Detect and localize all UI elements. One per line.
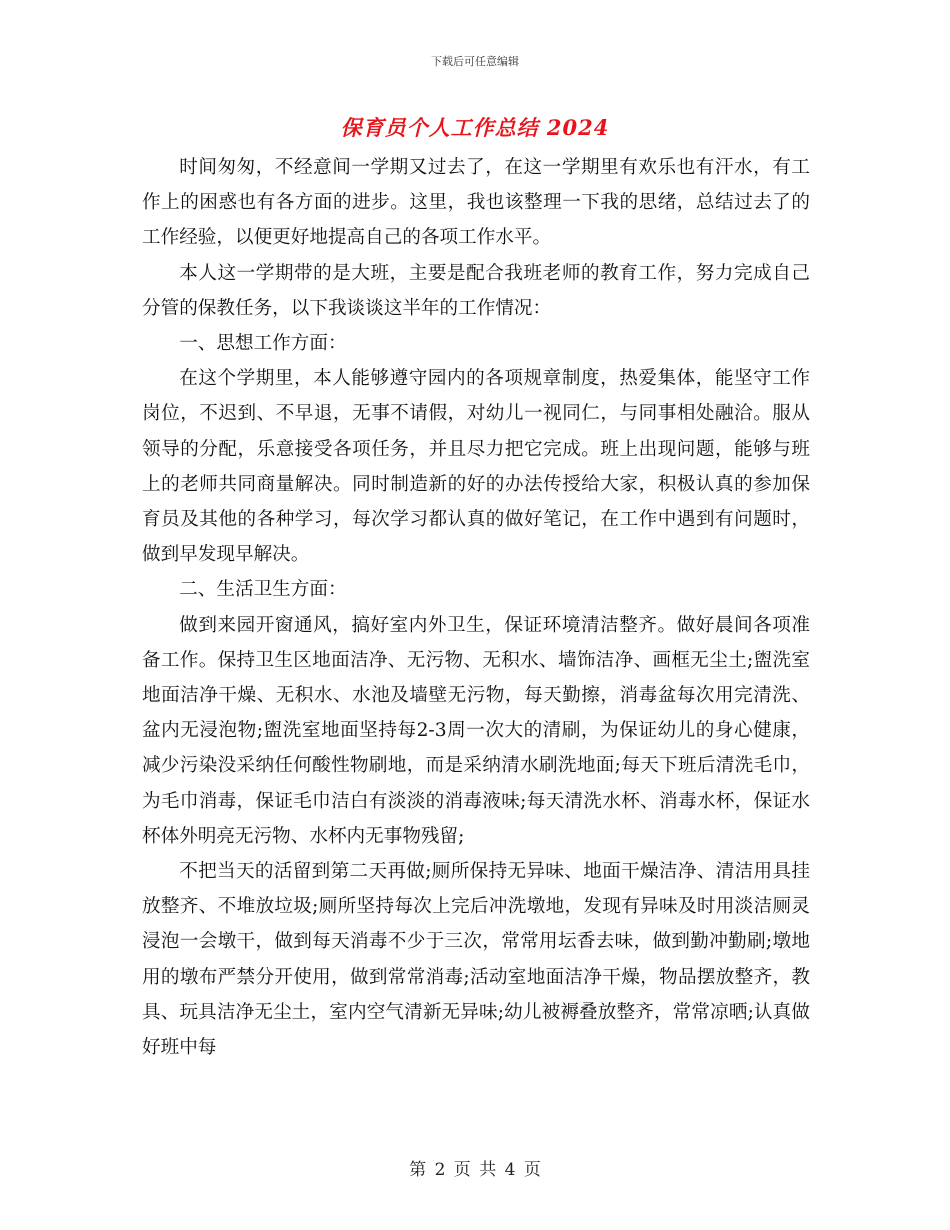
- section-heading-ideology: 一、思想工作方面：: [179, 333, 347, 355]
- paragraph-class-overview: 本人这一学期带的是大班，主要是配合我班老师的教育工作，努力完成自己分管的保教任务，以下我谈谈这半年的工作情况：: [142, 262, 810, 319]
- page-header-note: 下载后可任意编辑: [431, 55, 519, 68]
- section-heading-hygiene: 二、生活卫生方面：: [179, 579, 347, 601]
- paragraph-intro: 时间匆匆，不经意间一学期又过去了，在这一学期里有欢乐也有汗水，有工作上的困惑也有各方面的进步。这里，我也该整理一下我的思绪，总结过去了的工作经验，以便更好地提高自己的各项工作水平。: [142, 157, 810, 249]
- paragraph-hygiene-daily: 做到来园开窗通风，搞好室内外卫生，保证环境清洁整齐。做好晨间各项准备工作。保持卫生区地面洁净、无污物、无积水、墙饰洁净、画框无尘土;盥洗室地面洁净干燥、无积水、水池及墙壁无污物，每天勤擦，消毒盆每次用完清洗、盆内无浸泡物;盥洗室地面坚持每2-3周一次大的清刷，为保证幼儿的身心健康，减少污染没采纳任何酸性物刷地，而是采纳清水刷洗地面;每天下班后清洗毛巾，为毛巾消毒，保证毛巾洁白有淡淡的消毒液味;每天清洗水杯、消毒水杯，保证水杯体外明亮无污物、水杯内无事物残留;: [142, 614, 810, 847]
- document-title: 保育员个人工作总结 2024: [340, 115, 610, 140]
- paragraph-hygiene-continued: 不把当天的活留到第二天再做;厕所保持无异味、地面干燥洁净、清洁用具挂放整齐、不堆放垃圾;厕所坚持每次上完后冲洗墩地，发现有异味及时用淡洁厕灵浸泡一会墩干，做到每天消毒不少于三次，常常用坛香去味，做到勤冲勤刷;墩地用的墩布严禁分开使用，做到常常消毒;活动室地面洁净干燥，物品摆放整齐，教具、玩具洁净无尘土，室内空气清新无异味;幼儿被褥叠放整齐，常常凉晒;认真做好班中每: [142, 861, 810, 1059]
- paragraph-ideology: 在这个学期里，本人能够遵守园内的各项规章制度，热爱集体，能坚守工作岗位，不迟到、不早退，无事不请假，对幼儿一视同仁，与同事相处融洽。服从领导的分配，乐意接受各项任务，并且尽力把它完成。班上出现问题，能够与班上的老师共同商量解决。同时制造新的好的办法传授给大家，积极认真的参加保育员及其他的各种学习，每次学习都认真的做好笔记，在工作中遇到有问题时，做到早发现早解决。: [142, 368, 810, 566]
- document-body: [142, 150, 810, 1065]
- page-footer: 第 2 页 共 4 页: [409, 1160, 541, 1180]
